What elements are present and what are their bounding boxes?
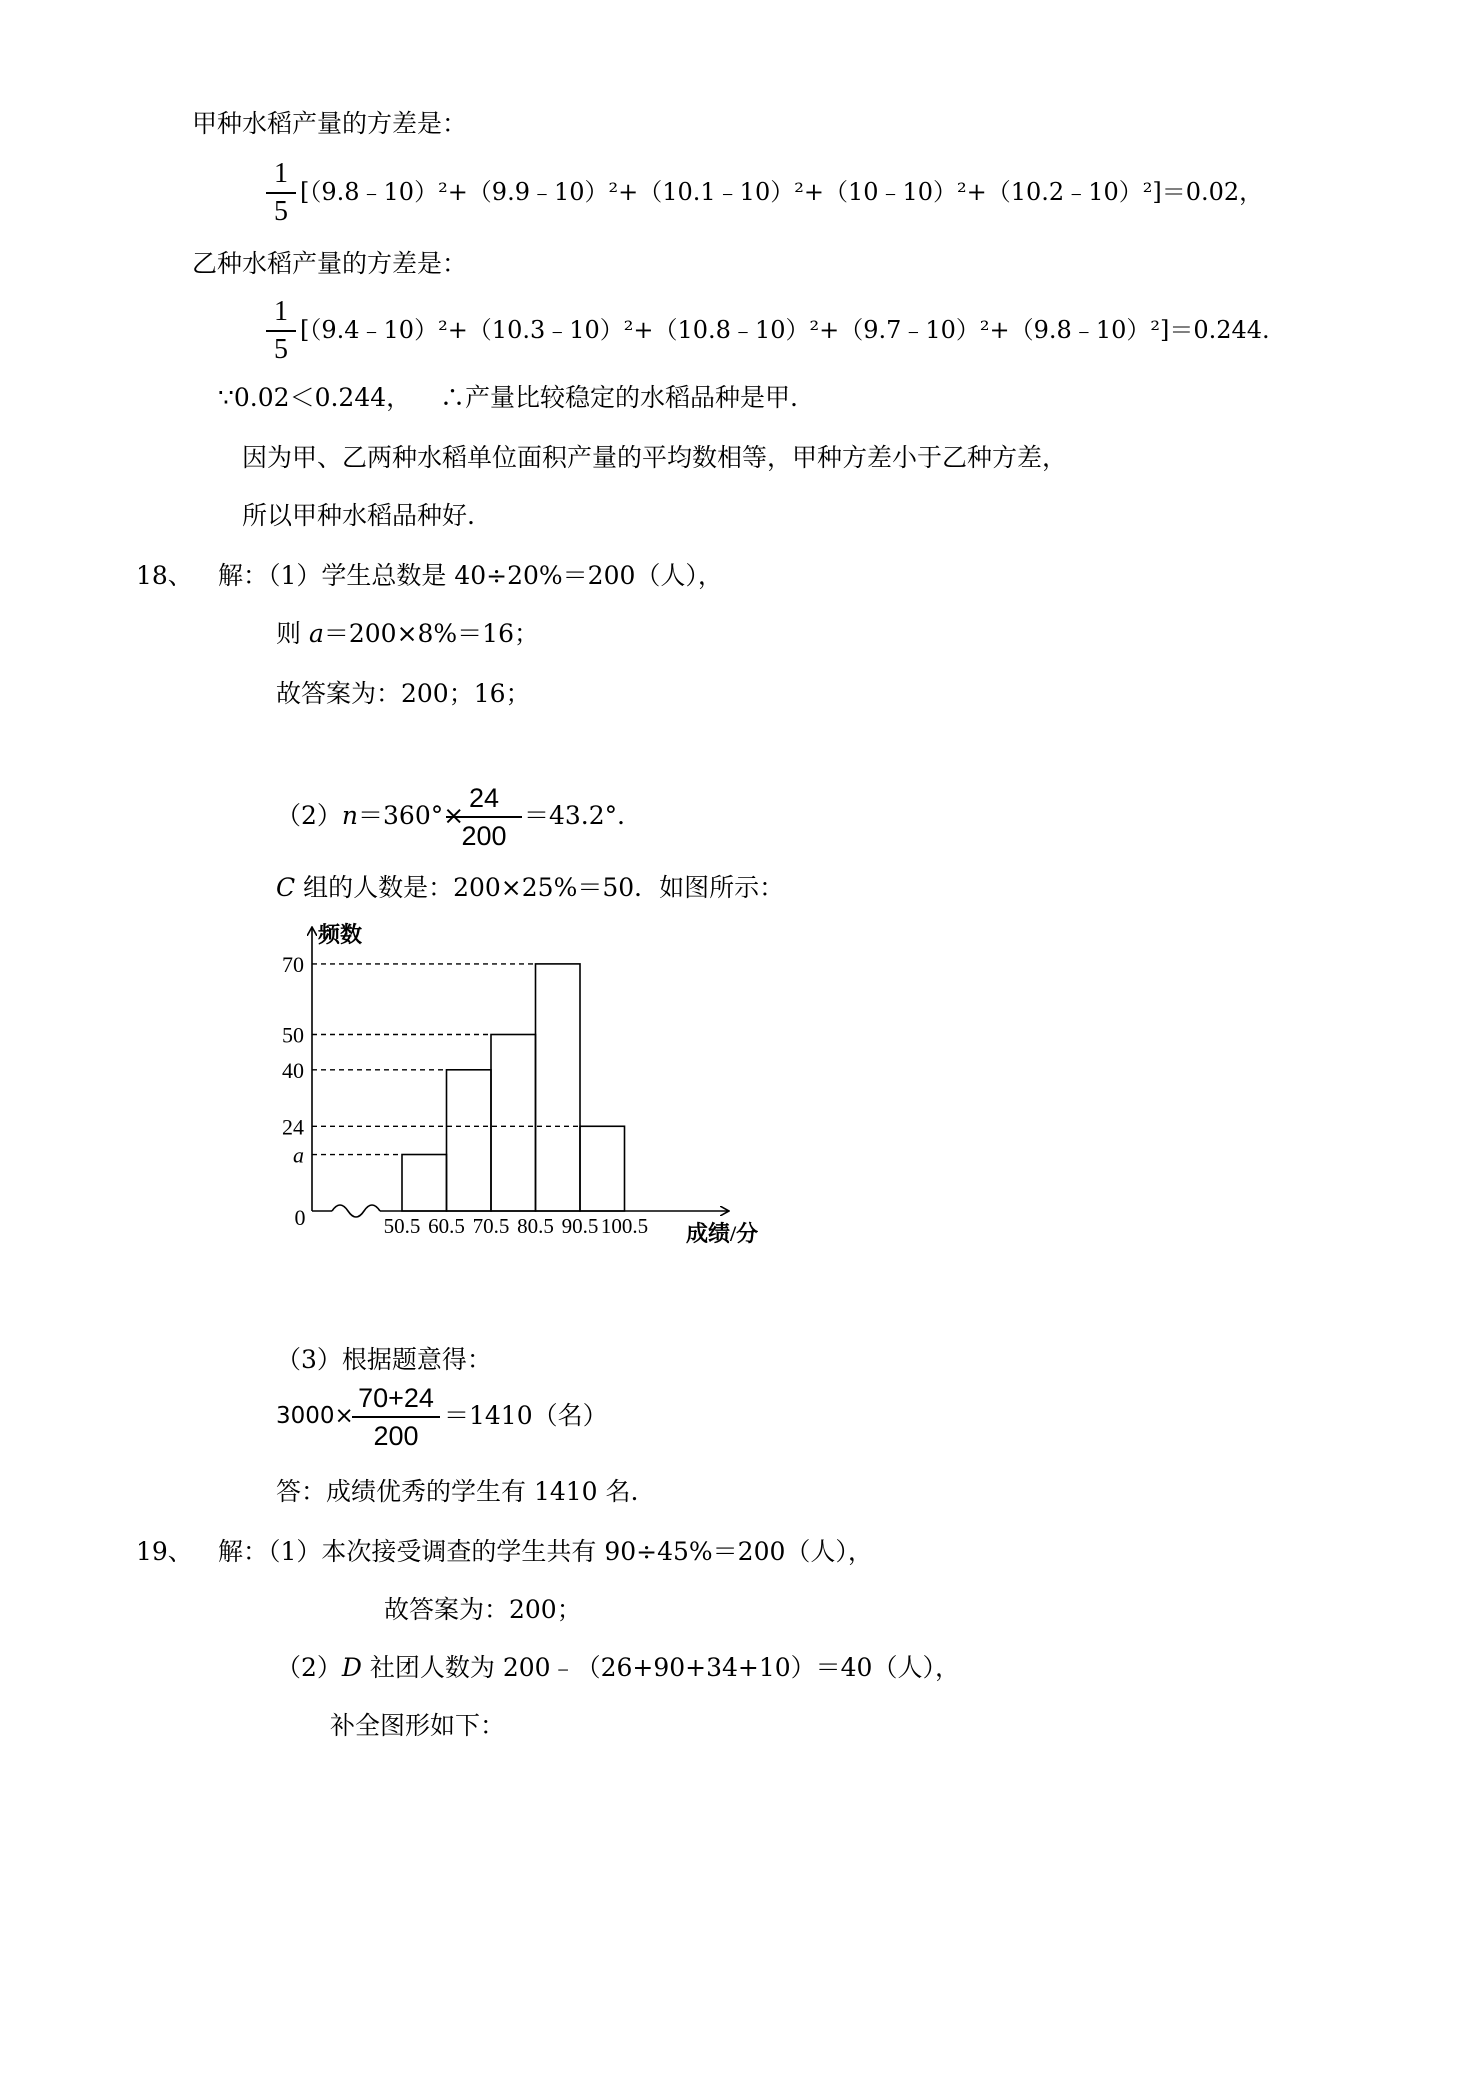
frequency-histogram — [270, 918, 790, 1258]
because-statement: ∵0.02＜0.244， — [218, 383, 412, 412]
q19-answer1: 故答案为：200； — [384, 1595, 582, 1624]
reason-statement: 因为甲、乙两种水稻单位面积产量的平均数相等，甲种方差小于乙种方差， — [242, 443, 1068, 472]
fraction-bar — [352, 1416, 440, 1418]
therefore-statement: ∴产量比较稳定的水稻品种是甲. — [440, 383, 798, 412]
yi-variance-label: 乙种水稻产量的方差是： — [192, 249, 468, 278]
variable-d: D — [341, 1653, 362, 1682]
a-prefix: 则 — [276, 619, 309, 648]
variable-a: a — [308, 619, 324, 648]
histogram-bar — [580, 1126, 625, 1211]
question-number-19: 19、 — [136, 1537, 193, 1566]
x-tick-label: 50.5 — [383, 1214, 421, 1238]
y-tick-label: 24 — [282, 1114, 304, 1140]
variable-c: C — [276, 873, 296, 902]
q19-part2 — [276, 1652, 960, 1684]
x-tick-label: 80.5 — [517, 1214, 554, 1238]
y-tick-label: 50 — [282, 1022, 304, 1048]
n-expression-before: ＝360°× — [358, 801, 465, 830]
chart-labels — [282, 922, 758, 1246]
fraction-numerator: 24 — [468, 783, 500, 813]
a-expression: ＝200×8%＝16； — [323, 619, 539, 648]
conclusion-statement: 所以甲种水稻品种好. — [242, 501, 475, 530]
question-number-18: 18、 — [136, 561, 193, 590]
y-tick-label: 70 — [282, 951, 304, 977]
jia-variance-label: 甲种水稻产量的方差是： — [192, 109, 468, 138]
q18-answer1: 故答案为：200；16； — [276, 679, 531, 708]
x-tick-label: 90.5 — [561, 1214, 599, 1238]
fraction-denominator: 200 — [461, 821, 507, 851]
q18-part1: 解：（1）学生总数是 40÷20%＝200（人）， — [218, 561, 723, 590]
q19-complete-figure: 补全图形如下： — [330, 1711, 506, 1740]
histogram-bar — [491, 1035, 536, 1212]
y-tick-label: a — [293, 1142, 304, 1168]
variable-n: n — [341, 801, 359, 830]
calc-fraction — [352, 1382, 440, 1452]
fraction-denominator: 5 — [274, 196, 288, 227]
c-group-text: 组的人数是：200×25%＝50．如图所示： — [295, 873, 785, 902]
fraction-numerator: 70+24 — [358, 1383, 434, 1413]
calc-before: 3000× — [276, 1403, 354, 1429]
fraction-denominator: 5 — [274, 334, 288, 365]
n-fraction — [446, 782, 522, 852]
x-tick-label: 100.5 — [600, 1214, 649, 1238]
x-tick-label: 60.5 — [428, 1214, 465, 1238]
q18-a-value — [276, 618, 539, 650]
yi-variance-expression: [（9.4﹣10）²+（10.3﹣10）²+（10.8﹣10）²+（9.7﹣10）²+（9.8﹣10）²]＝0.244. — [300, 316, 1270, 344]
fraction-denominator: 200 — [373, 1421, 419, 1451]
q19-part1: 解：（1）本次接受调查的学生共有 90÷45%＝200（人）， — [218, 1537, 873, 1566]
q18-c-group — [276, 872, 784, 904]
histogram-bar — [536, 964, 581, 1211]
jia-fraction — [266, 158, 296, 228]
fraction-bar — [266, 330, 296, 332]
fraction-numerator: 1 — [274, 296, 288, 327]
y-axis-title: 频数 — [318, 922, 363, 947]
jia-variance-expression: [（9.8﹣10）²+（9.9﹣10）²+（10.1﹣10）²+（10﹣10）²+（10.2﹣10）²]＝0.02， — [300, 178, 1264, 206]
n-expression-after: ＝43.2°． — [524, 801, 643, 830]
q18-answer3: 答：成绩优秀的学生有 1410 名. — [276, 1477, 639, 1506]
chart-bars — [402, 964, 625, 1211]
chart-axes — [312, 928, 728, 1217]
x-tick-label: 70.5 — [472, 1214, 510, 1238]
histogram-bar — [402, 1155, 447, 1211]
yi-fraction — [266, 296, 296, 366]
part2-prefix: （2） — [276, 801, 342, 830]
fraction-bar — [266, 192, 296, 194]
y-tick-label: 40 — [282, 1057, 304, 1083]
fraction-numerator: 1 — [274, 158, 288, 189]
calc-after: ＝1410（名） — [444, 1401, 608, 1430]
q18-part3: （3）根据题意得： — [276, 1345, 492, 1374]
d-club-text: 社团人数为 200﹣（26+90+34+10）＝40（人）， — [361, 1653, 960, 1682]
axis-break — [332, 1205, 380, 1217]
part2-prefix: （2） — [276, 1653, 342, 1682]
histogram-bar — [447, 1070, 492, 1211]
fraction-bar — [446, 816, 522, 818]
origin-label: 0 — [294, 1205, 306, 1230]
x-axis-title: 成绩/分 — [686, 1221, 759, 1246]
q18-part2-n — [276, 800, 464, 832]
